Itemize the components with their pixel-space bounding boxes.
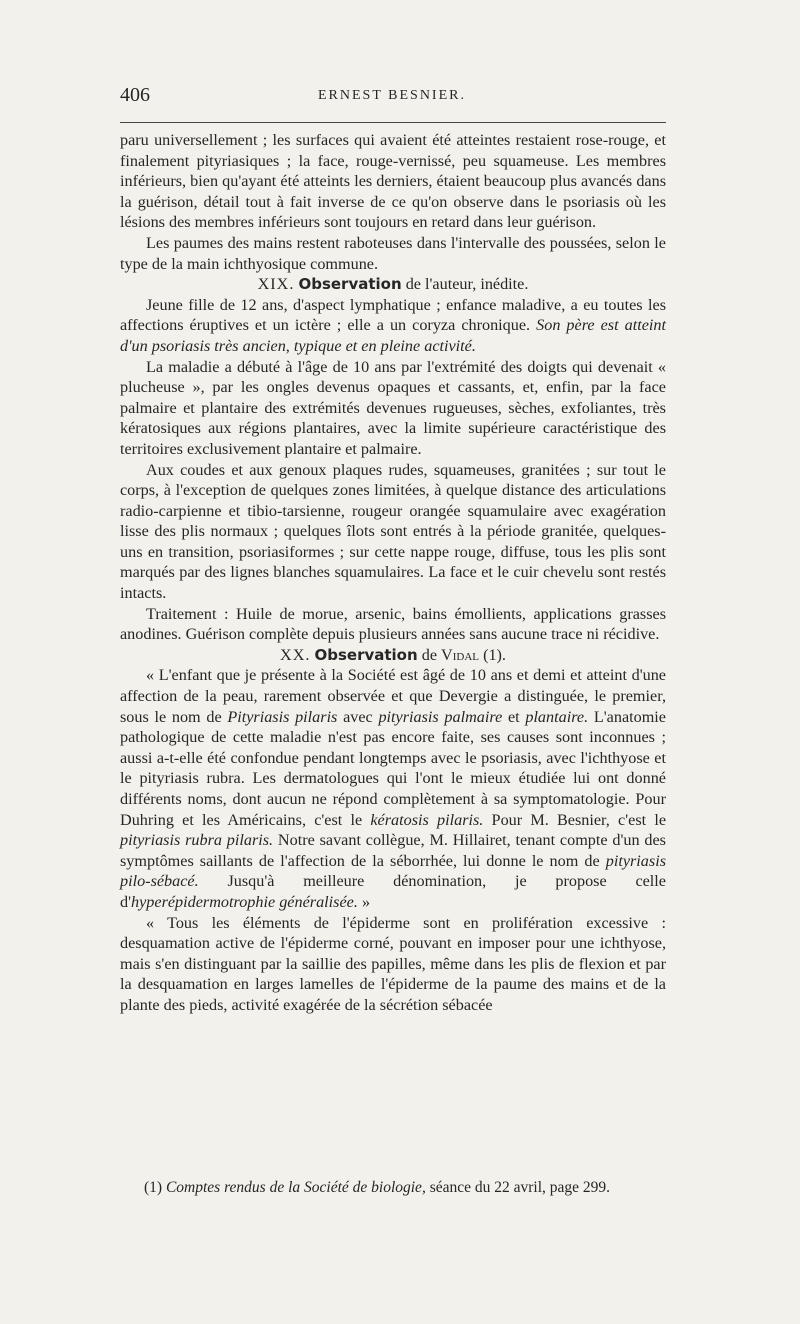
text-run: Pour M. Besnier, c'est le [483,810,667,829]
italic-term: kératosis pilaris. [370,810,484,829]
footnote-ref: (1). [483,645,506,664]
text-run: » [357,892,371,911]
italic-term: pityriasis pilo-sébacé. [120,851,666,891]
page-header [120,84,664,114]
paragraph: Les paumes des mains restent raboteuses dans l'intervalle des poussées, selon le type de la main ichthyosique commune. [120,233,666,273]
text-run: L'anatomie pathologique de cette maladie n'est pas encore faite, ses causes sont inconnues ; aussi a-t-elle été confondue pendant longtemps avec le psoriasis, avec l'ichthyose et le pityriasis rubra. Les dermatologues qui l'ont le mieux étudiée lui ont donné différents noms, dont aucun ne répond complètement à sa symptomatologie. Pour Duhring et les Américains, c'est le [120,707,666,829]
paragraph-text: Jeune fille de 12 ans, d'aspect lymphatique ; enfance maladive, a eu toutes les affections éruptives et un ictère ; elle a un coryza chronique. [120,295,666,335]
paragraph: paru universellement ; les surfaces qui avaient été atteintes restaient rose-rouge, et finalement pityriasiques ; la face, rouge-vernissé, peu squameuse. Les membres inférieurs, bien qu'ayant été atteints les derniers, étaient beaucoup plus avancés dans la guérison, détail tout à fait inverse de ce qu'on observe dans le psoriasis où les lésions des membres inférieurs sont toujours en retard dans leur guérison. [120,131,666,232]
page-number: 406 [120,84,150,106]
section-title-bold: Observation [314,645,418,664]
italic-term: pityriasis palmaire [378,707,503,726]
section-number: XIX. [257,275,295,294]
author-name: Vidal [441,645,480,664]
text-run: Notre savant collègue, M. Hillairet, tenant compte d'un des symptômes saillants de l'affection de la séborrhée, lui donne le nom de [120,831,666,870]
section-title-bold: Observation [298,275,402,294]
footnote-text: séance du 22 avril, page 299. [425,1179,611,1196]
section-heading-xix [120,274,666,295]
italic-term: Pityriasis pilaris [227,707,338,726]
paragraph [120,295,666,357]
header-rule [120,122,666,123]
section-title-rest: de l'auteur, inédite. [405,275,529,294]
paragraph: La maladie a débuté à l'âge de 10 ans par l'extrémité des doigts qui devenait « plucheuse », par les ongles devenus opaques et cassants, et, enfin, par la face palmaire et plantaire des extrémités devenues rugueuses, sèches, exfoliantes, très kératosiques aux régions plantaires, avec la limite supérieure caractéristique des territoires exclusivement plantaire et palmaire. [120,357,666,458]
section-number: XX. [280,645,311,664]
quoted-paragraph: « Tous les éléments de l'épiderme sont en prolifération excessive : desquamation active de l'épiderme corné, pouvant en imposer pour une ichthyose, mais s'en distinguant par la saillie des papilles, même dans les plis de flexion et par la desquamation en larges lamelles de l'épiderme de la paume des mains et de la plante des pieds, activité exagérée de la sécrétion sébacée [120,913,666,1014]
text-run: et [502,707,526,726]
section-heading-xx [120,645,666,666]
italic-term: hyperépidermotrophie généralisée. [131,892,358,911]
text-run: « L'enfant que je présente à la Société est âgé de 10 ans et demi et atteint d'une affection de la peau, rarement observée et que Devergie a distinguée, le premier, sous le nom de [120,666,666,726]
footnote [120,1178,666,1198]
footnote-number: (1) [144,1179,163,1196]
footnote-italic: Comptes rendus de la Société de biologie, [165,1179,426,1196]
body-text [120,130,666,1016]
italic-term: plantaire. [525,707,589,726]
running-head: ERNEST BESNIER. [318,88,466,103]
paragraph: Traitement : Huile de morue, arsenic, bains émollients, applications grasses anodines. Guérison complète depuis plusieurs années sans aucune trace ni récidive. [120,604,666,644]
paragraph: Aux coudes et aux genoux plaques rudes, squameuses, granitées ; sur tout le corps, à l'exception de quelques zones limitées, à quelque distance des articulations radio-carpienne et tibio-tarsienne, rougeur orangée squamulaire avec exagération lisse des plis normaux ; quelques îlots sont entrés à la période granitée, quelques-uns en transition, psoriasiformes ; sur cette nappe rouge, diffuse, tous les plis sont marqués par des lignes blanches squamulaires. La face et le cuir chevelu sont restés intacts. [120,460,666,603]
text-run: avec [337,707,379,726]
section-title-de: de [421,645,437,664]
text-run: Jusqu'à meilleure dénomination, je propose celle d' [120,872,666,911]
quoted-paragraph [120,665,666,912]
italic-text: Son père est atteint d'un psoriasis très ancien, typique et en pleine activité. [120,316,666,355]
italic-term: pityriasis rubra pilaris. [120,831,274,850]
